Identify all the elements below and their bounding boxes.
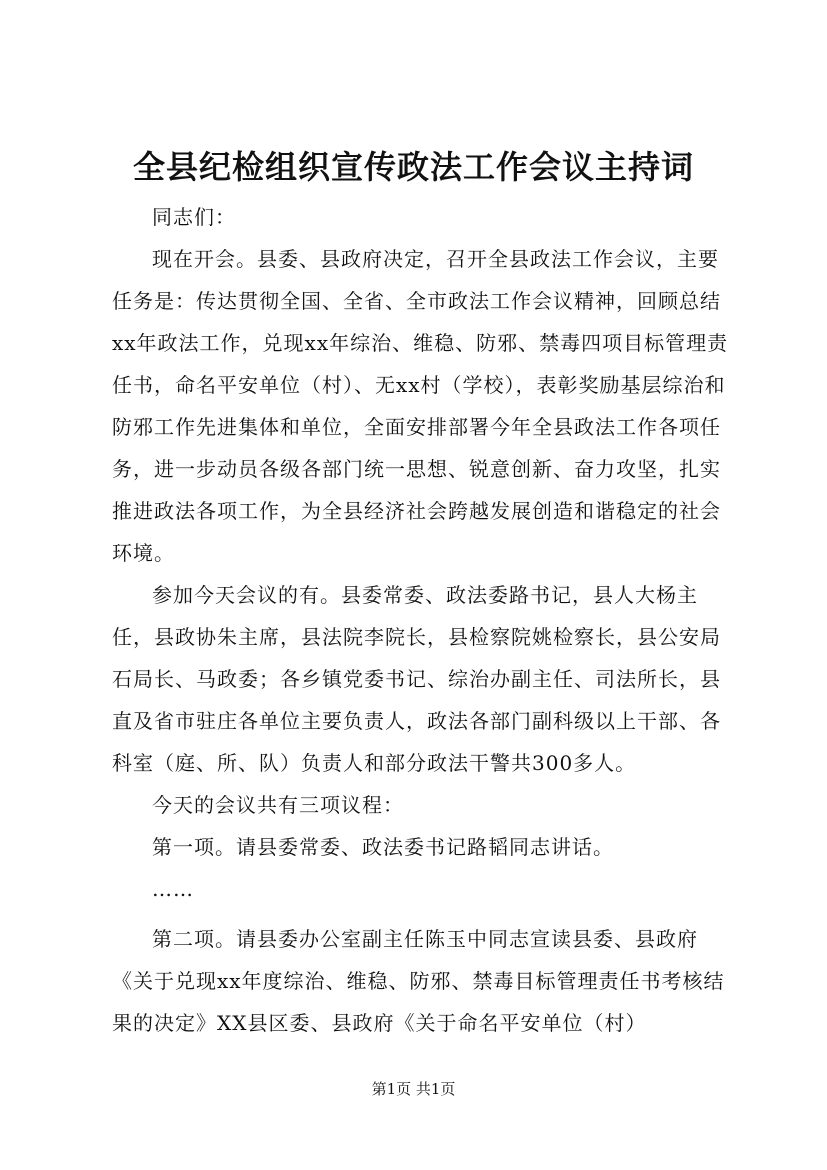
paragraph-attendees: 参加今天会议的有。县委常委、政法委路书记，县人大杨主任，县政协朱主席，县法院李院长，县检察院姚检察长，县公安局石局长、马政委；各乡镇党委书记、综治办副主任、司法所长，县直及省市驻庄各单位主要负责人，政法各部门副科级以上干部、各科室（庭、所、队）负责人和部分政法干警共300多人。 — [112, 583, 721, 775]
document-body — [112, 196, 730, 1044]
document-title: 全县纪检组织宣传政法工作会议主持词 — [132, 148, 694, 186]
paragraph-ellipsis: …… — [152, 877, 194, 901]
paragraph-agenda-item-1: 第一项。请县委常委、政法委书记路韬同志讲话。 — [152, 835, 614, 859]
paragraph-agenda-intro: 今天的会议共有三项议程： — [152, 793, 404, 817]
page-footer: 第1页 共1页 — [371, 1080, 456, 1098]
paragraph-opening: 现在开会。县委、县政府决定，召开全县政法工作会议，主要任务是：传达贯彻全国、全省、全市政法工作会议精神，回顾总结xx年政法工作，兑现xx年综治、维稳、防邪、禁毒四项目标管理责任书，命名平安单位（村）、无xx村（学校），表彰奖励基层综治和防邪工作先进集体和单位，全面安排部署今年全县政法工作各项任务，进一步动员各级各部门统一思想、锐意创新、奋力攻坚，扎实推进政法各项工作，为全县经济社会跨越发展创造和谐稳定的社会环境。 — [112, 247, 729, 565]
paragraph-greeting: 同志们： — [152, 205, 236, 229]
paragraph-agenda-item-2: 第二项。请县委办公室副主任陈玉中同志宣读县委、县政府《关于兑现xx年度综治、维稳、防邪、禁毒目标管理责任书考核结果的决定》XX县区委、县政府《关于命名平安单位（村） — [112, 927, 725, 1035]
